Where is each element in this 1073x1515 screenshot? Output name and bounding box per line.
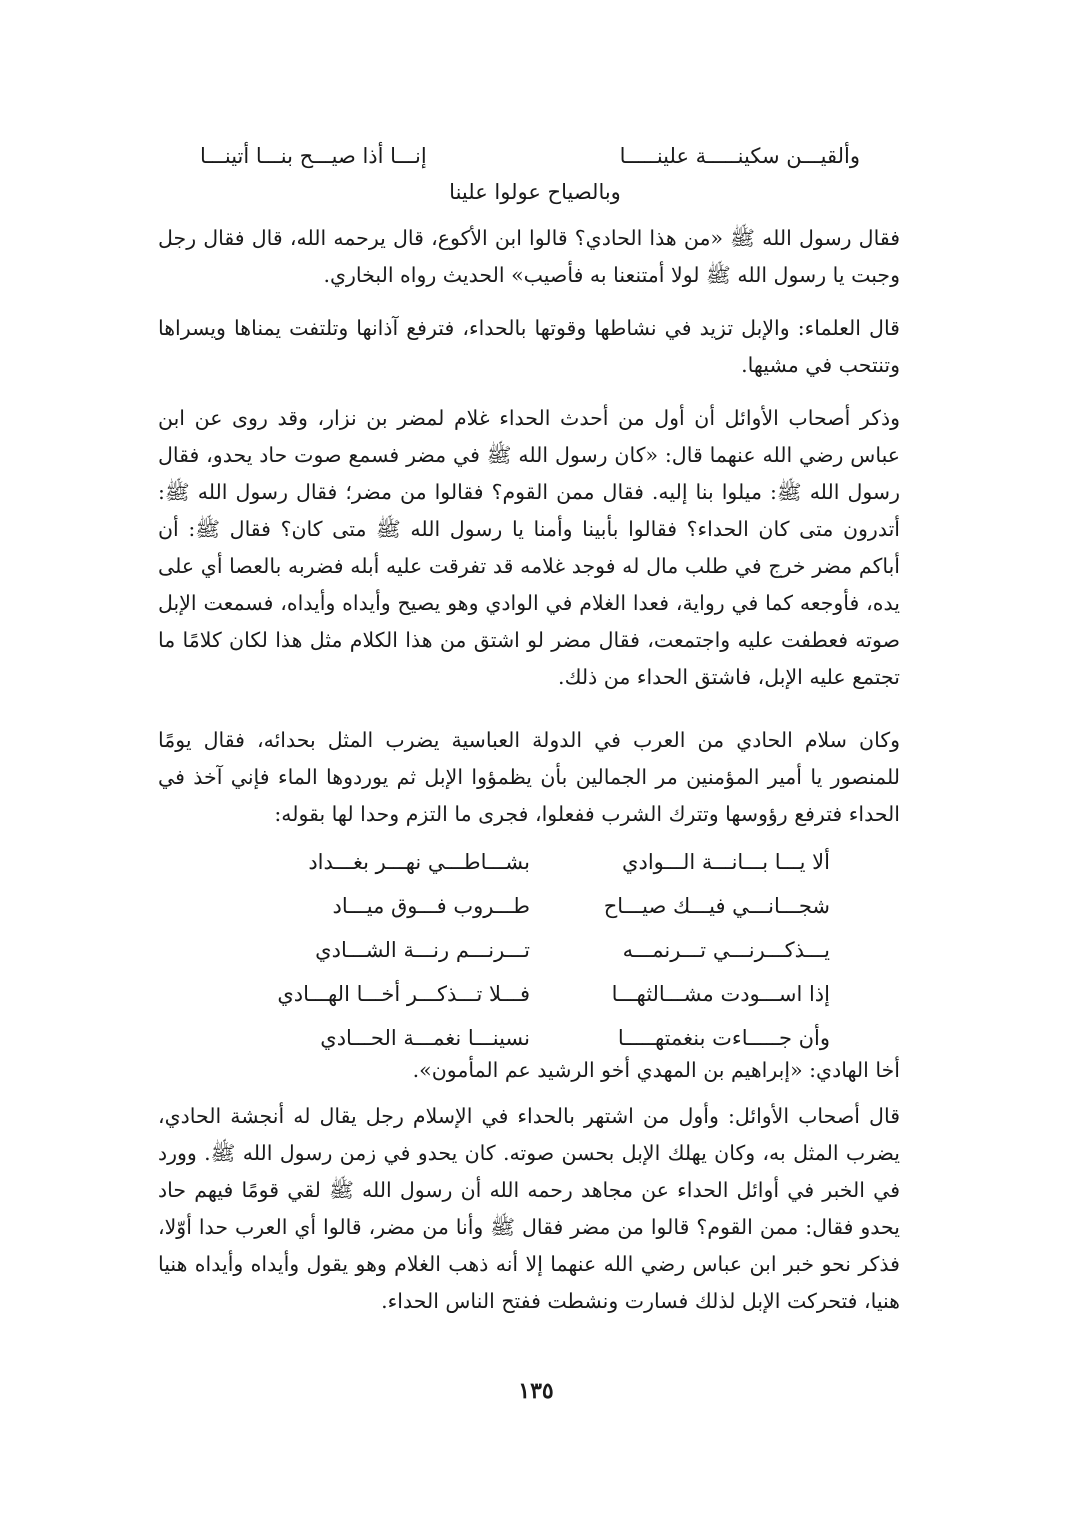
paragraph-anjasha: قال أصحاب الأوائل: وأول من اشتهر بالحداء في الإسلام رجل يقال له أنجشة الحادي، يضرب المثل به، وكان يهلك الإبل بحسن صوته. كان يحدو في زمن رسول الله ﷺ. وورد في الخبر في أوائل الحداء عن مجاهد رحمه الله أن رسول الله ﷺ لقي قومًا فيهم حاد يحدو فقال: ممن القوم؟ قالوا من مضر فقال ﷺ وأنا من مضر، قالوا أي العرب حدا أوّلا، فذكر نحو خبر ابن عباس رضي الله عنهما إلا أنه ذهب الغلام وهو يقول وأيداه وأيداه هنيا هنيا، فتحركت الإبل لذلك فسارت ونشطت ففتح الناس الحداء.	[158, 1104, 900, 1313]
paragraph-hadith: فقال رسول الله ﷺ «من هذا الحادي؟ قالوا ابن الأكوع، قال يرحمه الله، قال فقال رجل وجبت يا رسول الله ﷺ لولا أمتنعنا به فأصيب» الحديث رواه البخاري.	[158, 226, 900, 287]
poem-verse	[230, 928, 830, 972]
poem-verse	[230, 840, 830, 884]
poem-verse	[230, 972, 830, 1016]
poem-first-hemistich: شجـــانـــي فيـــك صيـــاح	[603, 894, 830, 918]
poem-second-hemistich: نسينـــا نغمـــة الحـــادي	[320, 1026, 530, 1050]
opening-verse-first-hemistich: وألقيـــن سكينـــــة علينـــــا	[619, 144, 860, 168]
poem-second-hemistich: بشـــاطـــي نهـــر بغـــداد	[308, 850, 530, 874]
poem	[230, 840, 830, 1060]
paragraph-origin-of-huda: وذكر أصحاب الأوائل أن أول من أحدث الحداء غلام لمضر بن نزار، وقد روى عن ابن عباس رضي الله عنهما قال: «كان رسول الله ﷺ في مضر فسمع صوت حاد يحدو، فقال رسول الله ﷺ: ميلوا بنا إليه. فقال ممن القوم؟ فقالوا من مضر؛ فقال رسول الله ﷺ: أتدرون متى كان الحداء؟ فقالوا بأبينا وأمنا يا رسول الله ﷺ متى كان؟ فقال ﷺ: أن أباكم مضر خرج في طلب مال له فوجد غلامه قد تفرقت عليه أبله فضربه بالعصا أي على يده، فأوجعه كما في رواية، فعدا الغلام في الوادي وهو يصيح وأيداه وأيداه، فسمعت الإبل صوته فعطفت عليه واجتمعت، فقال مضر لو اشتق من هذا الكلام مثل هذا لكان كلامًا ما تجتمع عليه الإبل، فاشتق الحداء من ذلك.	[158, 406, 900, 689]
poem-first-hemistich: يـــذكـــرنـــي تـــرنمـــه	[622, 938, 830, 962]
opening-verse-second-hemistich: إنـــا أذا صيـــح بنـــا أتينـــا	[200, 144, 427, 168]
opening-verse	[200, 138, 860, 174]
poem-first-hemistich: إذا اســـودت مشـــالثهـــا	[611, 982, 830, 1006]
poem-first-hemistich: ألا يـــا بـــانـــة الـــوادي	[622, 850, 830, 874]
paragraph-scholars: قال العلماء: والإبل تزيد في نشاطها وقوتها بالحداء، فترفع آذانها وتلتفت يمناها ويسراها وتنتحب في مشيها.	[158, 316, 900, 377]
note-akha-al-hadi: أخا الهادي: «إبراهيم بن المهدي أخو الرشيد عم المأمون».	[412, 1058, 900, 1082]
poem-second-hemistich: تـــرنـــم رنـــة الشـــادي	[315, 938, 530, 962]
page-number: ١٣٥	[518, 1378, 554, 1404]
poem-first-hemistich: وأن جـــــاءت بنغمتهـــــا	[617, 1026, 830, 1050]
poem-second-hemistich: فـــلا تـــذكـــر أخـــا الهـــادي	[277, 982, 530, 1006]
poem-second-hemistich: طـــروب فـــوق ميـــاد	[332, 894, 530, 918]
paragraph-salam-al-hadi: وكان سلام الحادي من العرب في الدولة العباسية يضرب المثل بحدائه، فقال يومًا للمنصور يا أمير المؤمنين مر الجمالين بأن يظمؤوا الإبل ثم يوردوها الماء فإني آخذ في الحداء فترفع رؤوسها وتترك الشرب ففعلوا، فجرى ما التزم وحدا لها بقوله:	[158, 728, 900, 826]
poem-verse	[230, 884, 830, 928]
opening-verse-last-line: وبالصياح عولوا علينا	[449, 180, 621, 204]
